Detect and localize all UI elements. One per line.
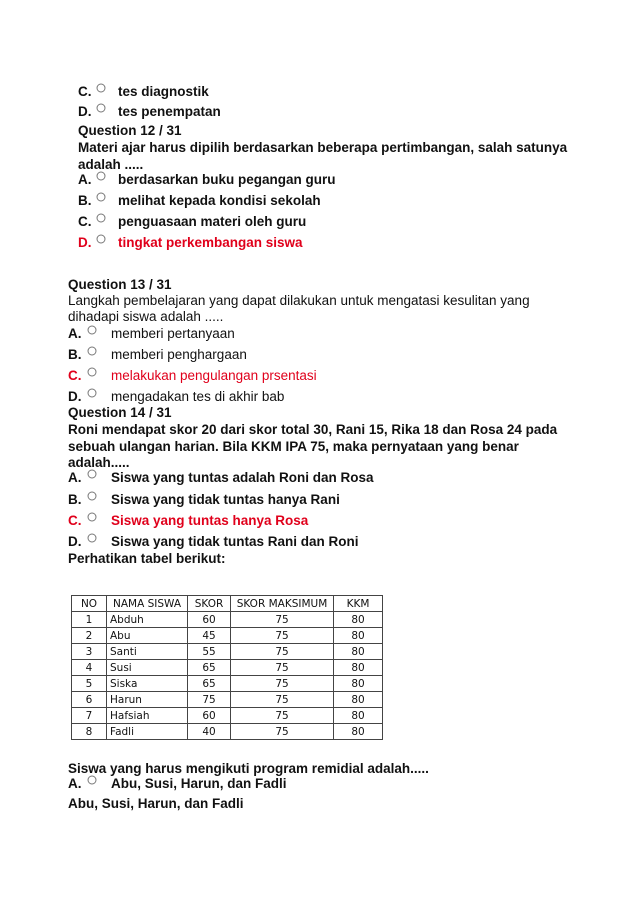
q14-text-line2: sebuah ulangan harian. Bila KKM IPA 75, maka pernyataan yang benar: [68, 439, 519, 454]
radio-button-icon[interactable]: [96, 234, 106, 244]
radio-button-icon[interactable]: [87, 512, 97, 522]
table-row: [72, 612, 383, 628]
cell-name: Abduh: [107, 612, 188, 628]
q12-text-line1: Materi ajar harus dipilih berdasarkan beberapa pertimbangan, salah satunya: [78, 140, 568, 155]
option-text: memberi pertanyaan: [111, 326, 235, 341]
table-row: [72, 628, 383, 644]
option-letter: B.: [78, 193, 92, 208]
option-text: melakukan pengulangan prsentasi: [111, 368, 317, 383]
q14-option-c[interactable]: [68, 511, 408, 531]
option-letter: D.: [68, 534, 82, 549]
cell-score: 55: [188, 644, 231, 660]
q14-text-line3: adalah.....: [68, 455, 130, 470]
cell-name: Fadli: [107, 724, 188, 740]
cell-name: Hafsiah: [107, 708, 188, 724]
radio-button-icon[interactable]: [96, 171, 106, 181]
column-header-no: NO: [72, 596, 107, 612]
cell-max-score: 75: [231, 612, 334, 628]
option-letter: A.: [68, 326, 82, 341]
cell-name: Siska: [107, 676, 188, 692]
option-text: penguasaan materi oleh guru: [118, 214, 307, 229]
column-header-skor: SKOR: [188, 596, 231, 612]
cell-max-score: 75: [231, 692, 334, 708]
cell-max-score: 75: [231, 660, 334, 676]
radio-button-icon[interactable]: [87, 346, 97, 356]
option-text: mengadakan tes di akhir bab: [111, 389, 285, 404]
cell-score: 40: [188, 724, 231, 740]
cell-no: 4: [72, 660, 107, 676]
radio-button-icon[interactable]: [87, 469, 97, 479]
cell-score: 65: [188, 676, 231, 692]
cell-kkm: 80: [334, 676, 383, 692]
table-header-row: [72, 596, 383, 612]
radio-button-icon[interactable]: [87, 775, 97, 785]
column-header-nama: NAMA SISWA: [107, 596, 188, 612]
table-row: [72, 692, 383, 708]
option-text: berdasarkan buku pegangan guru: [118, 172, 336, 187]
cell-kkm: 80: [334, 692, 383, 708]
cell-name: Abu: [107, 628, 188, 644]
cell-kkm: 80: [334, 660, 383, 676]
option-text: Abu, Susi, Harun, dan Fadli: [111, 776, 287, 791]
option-text: melihat kepada kondisi sekolah: [118, 193, 321, 208]
option-letter: C.: [78, 214, 92, 229]
option-letter: A.: [68, 776, 82, 791]
cell-name: Santi: [107, 644, 188, 660]
column-header-skor-maksimum: SKOR MAKSIMUM: [231, 596, 334, 612]
q12-option-c[interactable]: [78, 212, 378, 232]
radio-button-icon[interactable]: [96, 83, 106, 93]
cell-score: 65: [188, 660, 231, 676]
option-text: tes diagnostik: [118, 84, 209, 99]
option-letter: D.: [78, 104, 92, 119]
table-row: [72, 644, 383, 660]
cell-kkm: 80: [334, 724, 383, 740]
q15-question: Siswa yang harus mengikuti program remidial adalah.....: [68, 761, 429, 776]
q13-text-line1: Langkah pembelajaran yang dapat dilakukan untuk mengatasi kesulitan yang: [68, 293, 530, 308]
radio-button-icon[interactable]: [87, 367, 97, 377]
option-text: tes penempatan: [118, 104, 221, 119]
option-letter: B.: [68, 347, 82, 362]
table-row: [72, 724, 383, 740]
cell-max-score: 75: [231, 644, 334, 660]
cell-max-score: 75: [231, 724, 334, 740]
cell-max-score: 75: [231, 676, 334, 692]
q13-text-line2: dihadapi siswa adalah .....: [68, 309, 224, 324]
cell-max-score: 75: [231, 708, 334, 724]
option-text: Siswa yang tidak tuntas Rani dan Roni: [111, 534, 359, 549]
q12-option-b[interactable]: [78, 191, 378, 211]
cell-kkm: 80: [334, 612, 383, 628]
cell-name: Harun: [107, 692, 188, 708]
q14-header: Question 14 / 31: [68, 405, 172, 420]
q11-option-d[interactable]: [78, 102, 278, 122]
option-letter: C.: [68, 368, 82, 383]
cell-score: 60: [188, 708, 231, 724]
q13-option-a[interactable]: [68, 324, 368, 344]
q14-option-d[interactable]: [68, 532, 408, 552]
radio-button-icon[interactable]: [96, 103, 106, 113]
cell-kkm: 80: [334, 708, 383, 724]
cell-no: 3: [72, 644, 107, 660]
radio-button-icon[interactable]: [87, 491, 97, 501]
cell-no: 6: [72, 692, 107, 708]
q13-header: Question 13 / 31: [68, 277, 172, 292]
cell-no: 5: [72, 676, 107, 692]
q14-option-a[interactable]: [68, 468, 408, 488]
cell-kkm: 80: [334, 644, 383, 660]
q15-intro: Perhatikan tabel berikut:: [68, 551, 226, 566]
option-letter: C.: [78, 84, 92, 99]
table-row: [72, 660, 383, 676]
cell-name: Susi: [107, 660, 188, 676]
option-text: Siswa yang tuntas adalah Roni dan Rosa: [111, 470, 374, 485]
q15-answer: Abu, Susi, Harun, dan Fadli: [68, 796, 244, 811]
q12-option-a[interactable]: [78, 170, 378, 190]
q11-option-c[interactable]: [78, 82, 278, 102]
radio-button-icon[interactable]: [87, 388, 97, 398]
option-letter: A.: [78, 172, 92, 187]
option-text: memberi penghargaan: [111, 347, 247, 362]
cell-score: 75: [188, 692, 231, 708]
cell-score: 60: [188, 612, 231, 628]
option-letter: C.: [68, 513, 82, 528]
radio-button-icon[interactable]: [96, 192, 106, 202]
q13-option-b[interactable]: [68, 345, 368, 365]
cell-no: 2: [72, 628, 107, 644]
q15-option-a[interactable]: [68, 774, 368, 794]
option-letter: D.: [68, 389, 82, 404]
option-letter: D.: [78, 235, 92, 250]
option-letter: B.: [68, 492, 82, 507]
option-letter: A.: [68, 470, 82, 485]
column-header-kkm: KKM: [334, 596, 383, 612]
table-row: [72, 708, 383, 724]
radio-button-icon[interactable]: [96, 213, 106, 223]
radio-button-icon[interactable]: [87, 325, 97, 335]
cell-score: 45: [188, 628, 231, 644]
cell-no: 8: [72, 724, 107, 740]
cell-no: 7: [72, 708, 107, 724]
cell-no: 1: [72, 612, 107, 628]
option-text: Siswa yang tidak tuntas hanya Rani: [111, 492, 340, 507]
q13-option-c[interactable]: [68, 366, 368, 386]
q12-header: Question 12 / 31: [78, 123, 182, 138]
option-text: Siswa yang tuntas hanya Rosa: [111, 513, 309, 528]
option-text: tingkat perkembangan siswa: [118, 235, 303, 250]
q12-text-line2: adalah .....: [78, 157, 144, 172]
q14-option-b[interactable]: [68, 490, 408, 510]
cell-kkm: 80: [334, 628, 383, 644]
q14-text-line1: Roni mendapat skor 20 dari skor total 30, Rani 15, Rika 18 dan Rosa 24 pada: [68, 422, 558, 437]
table-row: [72, 676, 383, 692]
cell-max-score: 75: [231, 628, 334, 644]
radio-button-icon[interactable]: [87, 533, 97, 543]
q12-option-d[interactable]: [78, 233, 378, 253]
score-table: [71, 595, 383, 740]
